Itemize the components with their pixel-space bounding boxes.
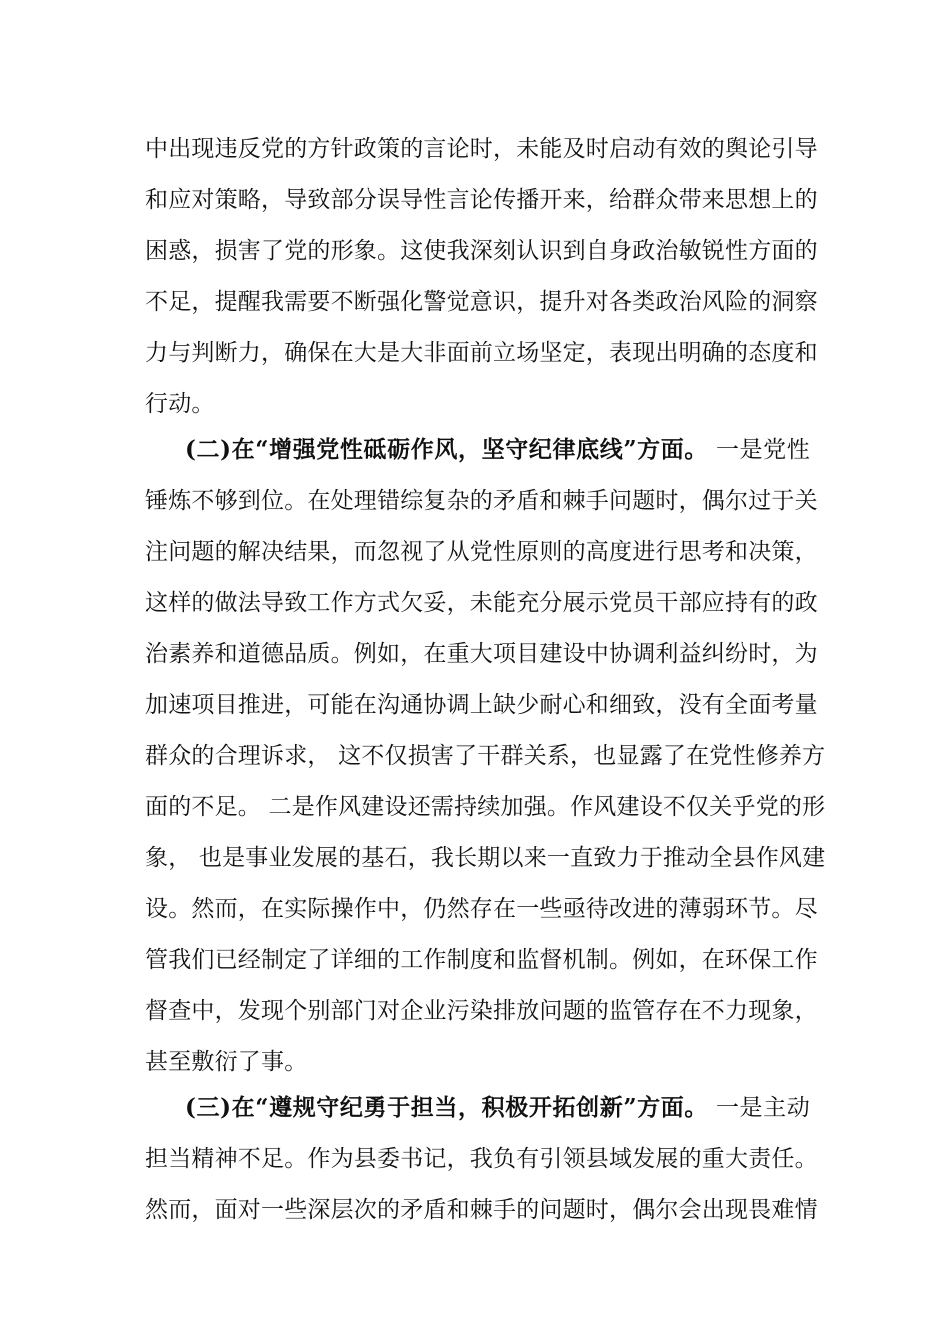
body-text: 一是党性 [708,437,810,463]
body-text-line: 不足，提醒我需要不断强化警觉意识，提升对各类政治风险的洞察 [145,289,818,315]
body-text-line: 象， 也是事业发展的基石，我长期以来一直致力于推动全县作风建 [145,845,826,871]
section-heading: (二)在“增强党性砥砺作风，坚守纪律底线”方面。 [185,436,709,463]
section-heading-line [185,1093,810,1123]
body-text-line: 然而，面对一些深层次的矛盾和棘手的问题时，偶尔会出现畏难情 [145,1197,818,1223]
body-text-line: 群众的合理诉求， 这不仅损害了干群关系，也显露了在党性修养方 [145,743,826,769]
body-text-line: 这样的做法导致工作方式欠妥，未能充分展示党员干部应持有的政 [145,590,818,616]
body-text-line: 和应对策略，导致部分误导性言论传播开来，给群众带来思想上的 [145,187,818,213]
body-text-line: 行动。 [145,391,215,417]
body-text-line: 锤炼不够到位。在处理错综复杂的矛盾和棘手问题时，偶尔过于关 [145,488,818,514]
body-text-line: 中出现违反党的方针政策的言论时，未能及时启动有效的舆论引导 [145,136,818,162]
body-text-line: 设。然而，在实际操作中，仍然存在一些亟待改进的薄弱环节。尽 [145,896,818,922]
body-text-line: 甚至敷衍了事。 [145,1049,308,1075]
body-text: 一是主动 [708,1095,810,1121]
body-text-line: 治素养和道德品质。例如，在重大项目建设中协调利益纠纷时，为 [145,641,818,667]
section-heading: (三)在“遵规守纪勇于担当，积极开拓创新”方面。 [185,1094,709,1121]
body-text-line: 加速项目推进，可能在沟通协调上缺少耐心和细致，没有全面考量 [145,692,818,718]
body-text-line: 担当精神不足。作为县委书记，我负有引领县域发展的重大责任。 [145,1146,818,1172]
body-text-line: 管我们已经制定了详细的工作制度和监督机制。例如，在环保工作 [145,947,818,973]
body-text-line: 困惑，损害了党的形象。这使我深刻认识到自身政治敏锐性方面的 [145,238,818,264]
body-text-line: 面的不足。 二是作风建设还需持续加强。作风建设不仅关乎党的形 [145,794,826,820]
body-text-line: 力与判断力，确保在大是大非面前立场坚定，表现出明确的态度和 [145,340,818,366]
body-text-line: 督查中，发现个别部门对企业污染排放问题的监管存在不力现象， [145,998,818,1024]
section-heading-line [185,435,810,465]
body-text-line: 注问题的解决结果，而忽视了从党性原则的高度进行思考和决策， [145,539,818,565]
